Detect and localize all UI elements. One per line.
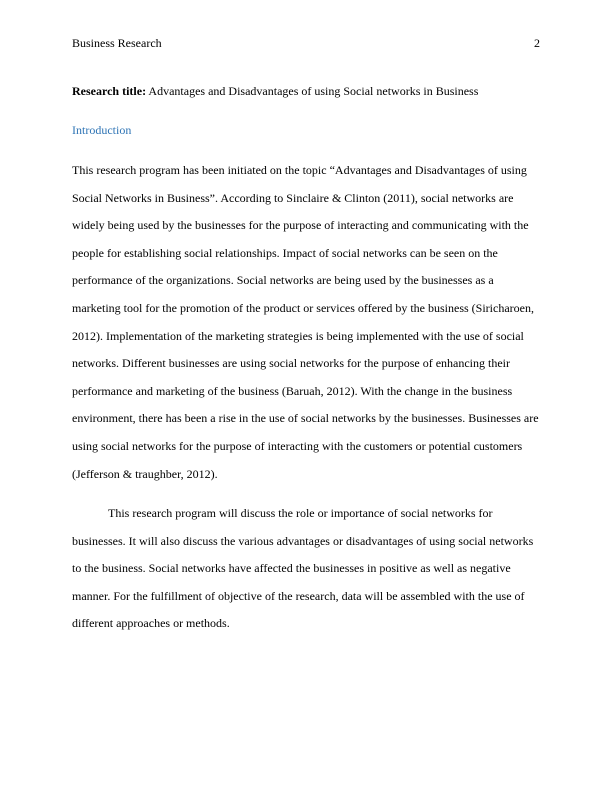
research-title-text: Advantages and Disadvantages of using Social networks in Business [146,84,479,98]
paragraph-line: people for establishing social relationships. Impact of social networks can be seen on the [72,245,498,260]
paragraph-line: (Jefferson & traughber, 2012). [72,466,218,481]
paragraph-line: This research program will discuss the role or importance of social networks for [108,506,493,520]
introduction-heading: Introduction [72,123,132,137]
paragraph-line: marketing tool for the promotion of the product or services offered by the business (Siricharoen, [72,300,534,315]
paragraph-line: performance and marketing of the business (Baruah, 2012). With the change in the business [72,383,513,398]
paragraph-line: businesses. It will also discuss the various advantages or disadvantages of using social networks [72,533,534,548]
running-head: Business Research [72,36,162,50]
introduction-paragraph-2 [72,500,540,638]
paragraph-line: 2012). Implementation of the marketing strategies is being implemented with the use of social [72,328,524,343]
paragraph-line: using social networks for the purpose of interacting with the customers or potential customers [72,438,523,453]
paragraph-line: This research program has been initiated on the topic “Advantages and Disadvantages of using [72,163,527,177]
introduction-paragraph-1 [72,157,540,488]
paragraph-line: environment, there has been a rise in the use of social networks by the businesses. Businesses are [72,411,539,426]
research-title-label: Research title: [72,84,147,98]
page-number: 2 [534,36,540,50]
paragraph-line: Social Networks in Business”. According to Sinclaire & Clinton (2011), social networks are [72,190,514,205]
paragraph-line: performance of the organizations. Social networks are being used by the businesses as a [72,273,494,288]
paragraph-line: widely being used by the businesses for the purpose of interacting and communicating with the [72,218,529,233]
paragraph-line: to the business. Social networks have affected the businesses in positive as well as negative [72,561,511,576]
paragraph-line: different approaches or methods. [72,616,230,631]
research-title [72,84,540,98]
paragraph-line: manner. For the fulfillment of objective of the research, data will be assembled with the use of [72,588,525,603]
paragraph-line: networks. Different businesses are using social networks for the purpose of enhancing their [72,356,510,371]
